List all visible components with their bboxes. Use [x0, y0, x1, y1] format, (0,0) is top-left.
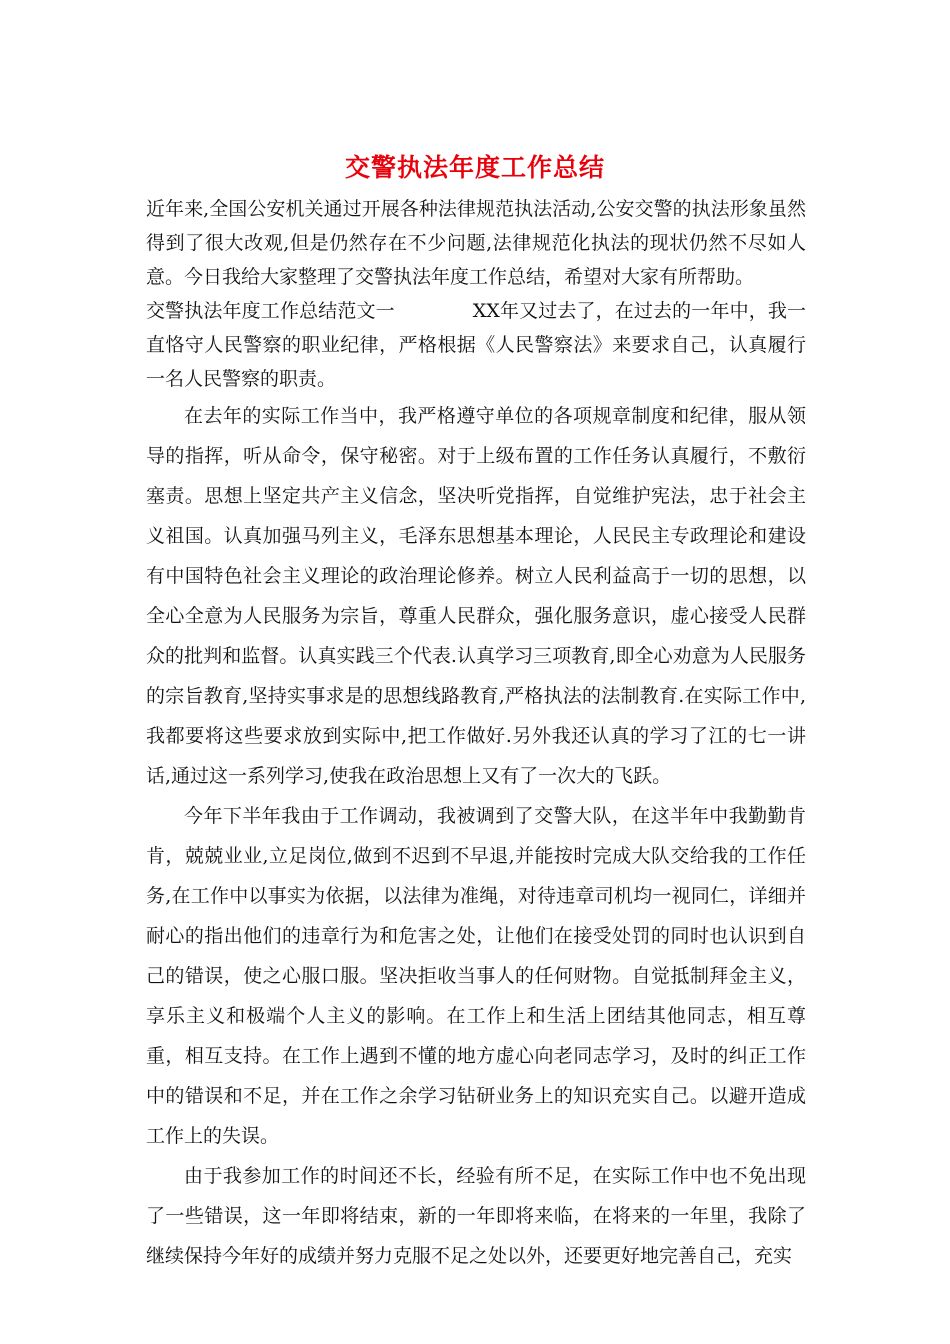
- body-paragraph-2: 今年下半年我由于工作调动，我被调到了交警大队，在这半年中我勤勤肯肯，兢兢业业,立足岗位,做到不迟到不早退,并能按时完成大队交给我的工作任务,在工作中以事实为依据，以法律为准绳，对待违章司机均一视同仁，详细并耐心的指出他们的违章行为和危害之处，让他们在接受处罚的同时也认识到自己的错误，使之心服口服。坚决拒收当事人的任何财物。自觉抵制拜金主义，享乐主义和极端个人主义的影响。在工作上和生活上团结其他同志，相互尊重，相互支持。在工作上遇到不懂的地方虚心向老同志学习，及时的纠正工作中的错误和不足，并在工作之余学习钻研业务上的知识充实自己。以避开造成工作上的失误。: [146, 805, 806, 1147]
- document-title: 交警执法年度工作总结: [344, 153, 605, 182]
- sample-first-text: XX年又过去了，在过去的一年中，我一直恪守人民警察的职业纪律，严格根据《人民警察法》来要求自己，认真履行一名人民警察的职责。: [146, 300, 806, 390]
- body-paragraph-1: 在去年的实际工作当中，我严格遵守单位的各项规章制度和纪律，服从领导的指挥，听从命令，保守秘密。对于上级布置的工作任务认真履行，不敷衍塞责。思想上坚定共产主义信念，坚决听党指挥，自觉维护宪法，忠于社会主义祖国。认真加强马列主义，毛泽东思想基本理论，人民民主专政理论和建设有中国特色社会主义理论的政治理论修养。树立人民利益高于一切的思想，以全心全意为人民服务为宗旨，尊重人民群众，强化服务意识，虚心接受人民群众的批判和监督。认真实践三个代表.认真学习三项教育,即全心劝意为人民服务的宗旨教育,坚持实事求是的思想线路教育,严格执法的法制教育.在实际工作中,我都要将这些要求放到实际中,把工作做好.另外我还认真的学习了江的七一讲话,通过这一系列学习,使我在政治思想上又有了一次大的飞跃。: [146, 405, 806, 787]
- sample-lead-paragraph: [146, 294, 806, 396]
- intro-paragraph: 近年来,全国公安机关通过开展各种法律规范执法活动,公安交警的执法形象虽然得到了很大改观,但是仍然存在不少问题,法律规范化执法的现状仍然不尽如人意。今日我给大家整理了交警执法年度工作总结，希望对大家有所帮助。: [146, 198, 806, 288]
- sample-heading: 交警执法年度工作总结范文一: [146, 300, 395, 322]
- body-paragraph-3: 由于我参加工作的时间还不长，经验有所不足，在实际工作中也不免出现了一些错误，这一年即将结束，新的一年即将来临，在将来的一年里，我除了继续保持今年好的成绩并努力克服不足之处以外，还要更好地完善自己，充实: [146, 1165, 806, 1267]
- document-body: [146, 192, 806, 1276]
